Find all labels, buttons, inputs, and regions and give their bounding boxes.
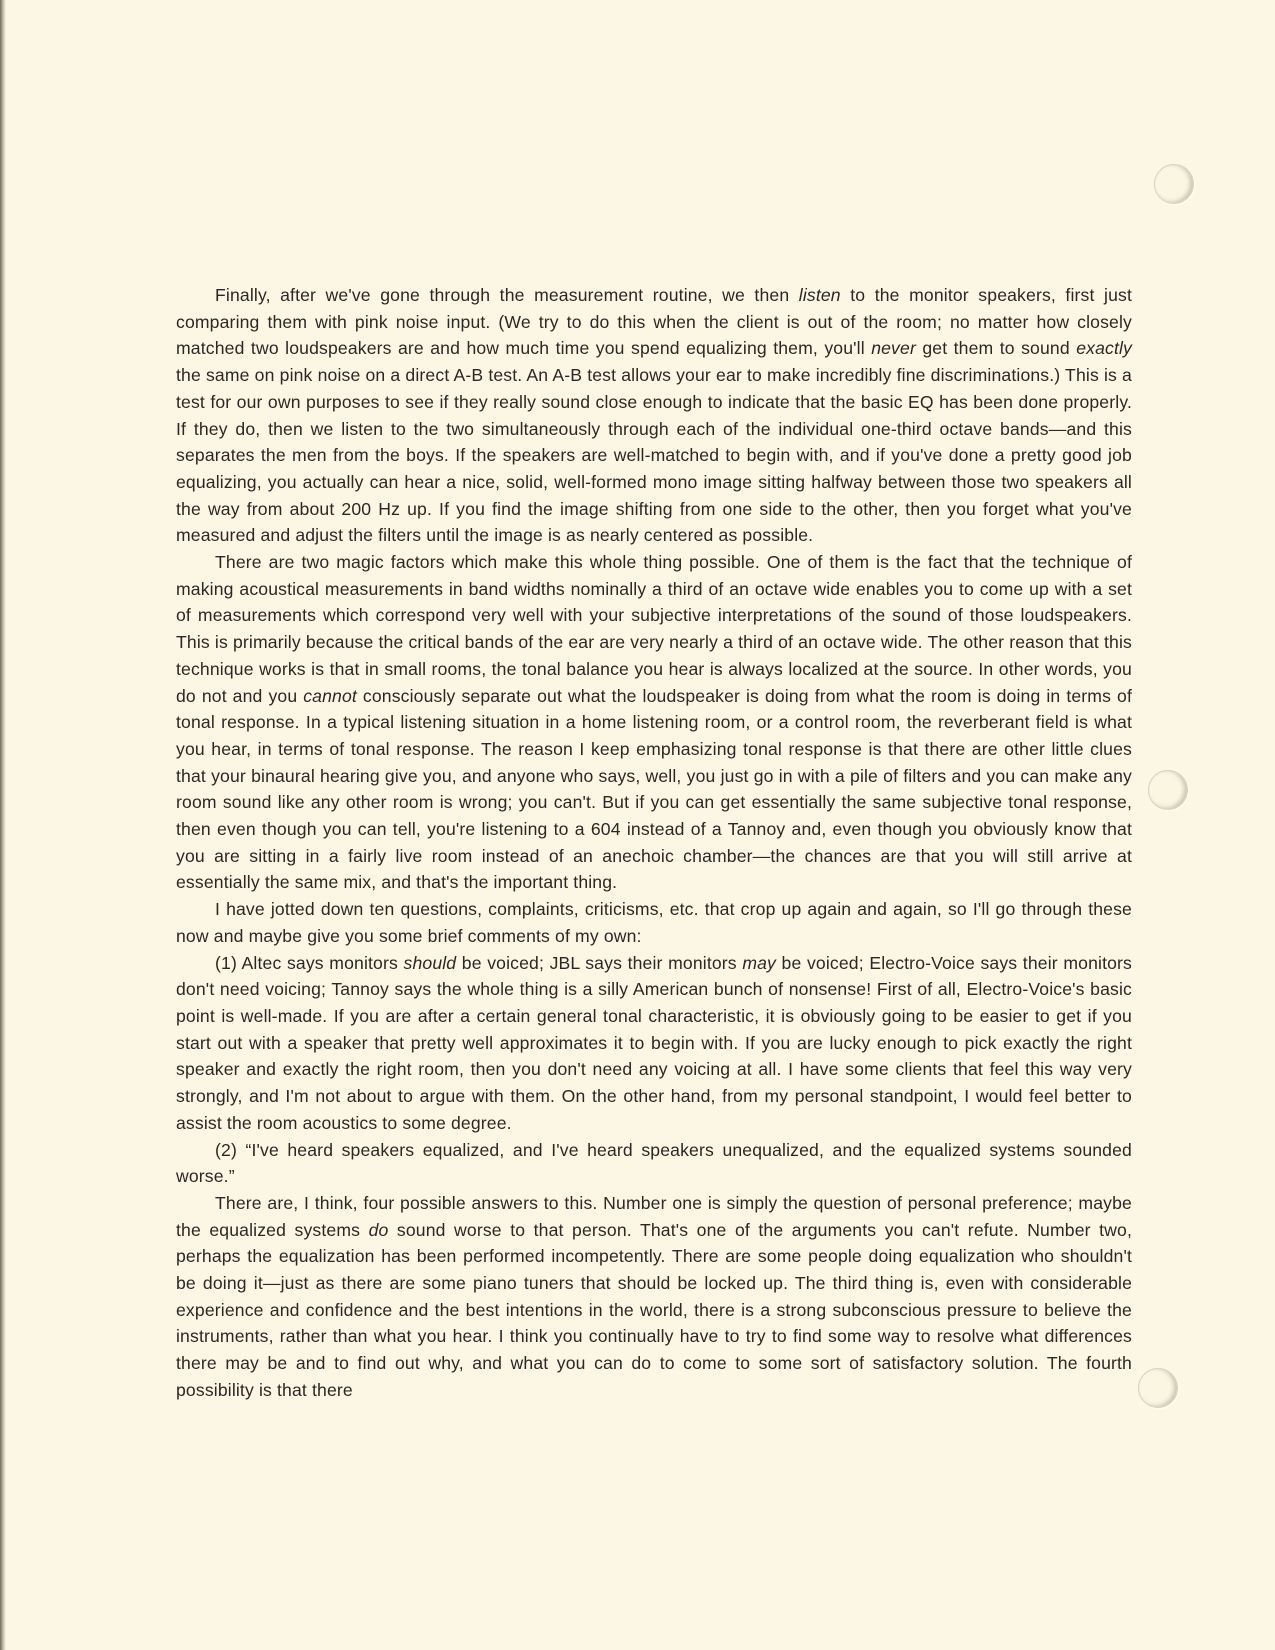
paragraph <box>176 549 1132 896</box>
italic-text: never <box>871 338 916 359</box>
text-run: Finally, after we've gone through the measurement routine, we then <box>215 285 799 305</box>
paragraph <box>176 1190 1132 1404</box>
text-run: be voiced; Electro-Voice says their monitors don't need voicing; Tannoy says the whole thing is a silly American bunch of nonsense! First of all, Electro-Voice's basic point is well-made. If you are after a certain general tonal characteristic, it is obviously going to be easier to get if you start out with a speaker that pretty well approximates it to begin with. If you are lucky enough to pick exactly the right speaker and exactly the right room, then you don't need any voicing at all. I have some clients that feel this way very strongly, and I'm not about to argue with them. On the other hand, from my personal standpoint, I would feel better to assist the room acoustics to some degree. <box>176 952 1132 1133</box>
italic-text: listen <box>798 285 841 305</box>
text-run: There are, I think, four possible answers to this. Number one is simply the question of personal preference; maybe the equalized systems <box>176 1192 1132 1240</box>
paragraph <box>176 282 1132 549</box>
text-run: sound worse to that person. That's one of the arguments you can't refute. Number two, perhaps the equalization has been performed incompetently. There are some people doing equalization who shouldn't be doing it—just as there are some piano tuners that should be locked up. The third thing is, even with considerable experience and confidence and the best intentions in the world, there is a strong subconscious pressure to believe the instruments, rather than what you hear. I think you continually have to try to find some way to resolve what differences there may be and to find out why, and what you can do to come to some sort of satisfactory solution. The fourth possibility is that there <box>176 1219 1133 1400</box>
text-run: to the monitor speakers, first just comparing them with pink noise input. (We try to do this when the client is out of the room; no matter how closely matched two loudspeakers are and how much time you spend equalizing them, you'll <box>176 285 1132 359</box>
binder-hole-top <box>1154 164 1194 204</box>
italic-text: cannot <box>303 685 357 706</box>
text-run: (1) Altec says monitors <box>215 952 404 973</box>
paragraph <box>176 950 1132 1137</box>
text-run: be voiced; JBL says their monitors <box>456 952 743 973</box>
binder-hole-middle <box>1148 770 1188 810</box>
italic-text: exactly <box>1076 338 1132 359</box>
paragraph <box>176 896 1132 949</box>
text-run: (2) “I've heard speakers equalized, and I've heard speakers unequalized, and the equalized systems sounded worse.” <box>176 1139 1132 1187</box>
text-run: consciously separate out what the loudspeaker is doing from what the room is doing in terms of tonal response. In a typical listening situation in a home listening room, or a control room, the reverberant field is what you hear, in terms of tonal response. The reason I keep emphasizing tonal response is that there are other little clues that your binaural hearing give you, and anyone who says, well, you just go in with a pile of filters and you can make any room sound like any other room is wrong; you can't. But if you can get essentially the same subjective tonal response, then even though you can tell, you're listening to a 604 instead of a Tannoy and, even though you obviously know that you are sitting in a fairly live room instead of an anechoic chamber—the chances are that you will still arrive at essentially the same mix, and that's the important thing. <box>176 685 1132 893</box>
text-run: get them to sound <box>915 338 1077 359</box>
paragraph <box>176 1137 1132 1190</box>
body-text <box>176 282 1132 1404</box>
text-run: There are two magic factors which make this whole thing possible. One of them is the fact that the technique of making acoustical measurements in band widths nominally a third of an octave wide enables you to come up with a set of measurements which correspond very well with your subjective interpretations of the sound of those loudspeakers. This is primarily because the critical bands of the ear are very nearly a third of an octave wide. The other reason that this technique works is that in small rooms, the tonal balance you hear is always localized at the source. In other words, you do not and you <box>176 552 1132 706</box>
italic-text: may <box>742 952 776 973</box>
text-run: the same on pink noise on a direct A-B test. An A-B test allows your ear to make incredibly fine discriminations.) This is a test for our own purposes to see if they really sound close enough to indicate that the basic EQ has been done properly. If they do, then we listen to the two simultaneously through each of the individual one-third octave bands—and this separates the men from the boys. If the speakers are well-matched to begin with, and if you've done a pretty good job equalizing, you actually can hear a nice, solid, well-formed mono image sitting halfway between those two speakers all the way from about 200 Hz up. If you find the image shifting from one side to the other, then you forget what you've measured and adjust the filters until the image is as nearly centered as possible. <box>176 365 1132 546</box>
italic-text: do <box>368 1219 389 1240</box>
binder-hole-bottom <box>1138 1368 1178 1408</box>
text-run: I have jotted down ten questions, complaints, criticisms, etc. that crop up again and again, so I'll go through these now and maybe give you some brief comments of my own: <box>176 899 1132 946</box>
page-binding-edge <box>0 0 6 1650</box>
italic-text: should <box>403 952 457 973</box>
